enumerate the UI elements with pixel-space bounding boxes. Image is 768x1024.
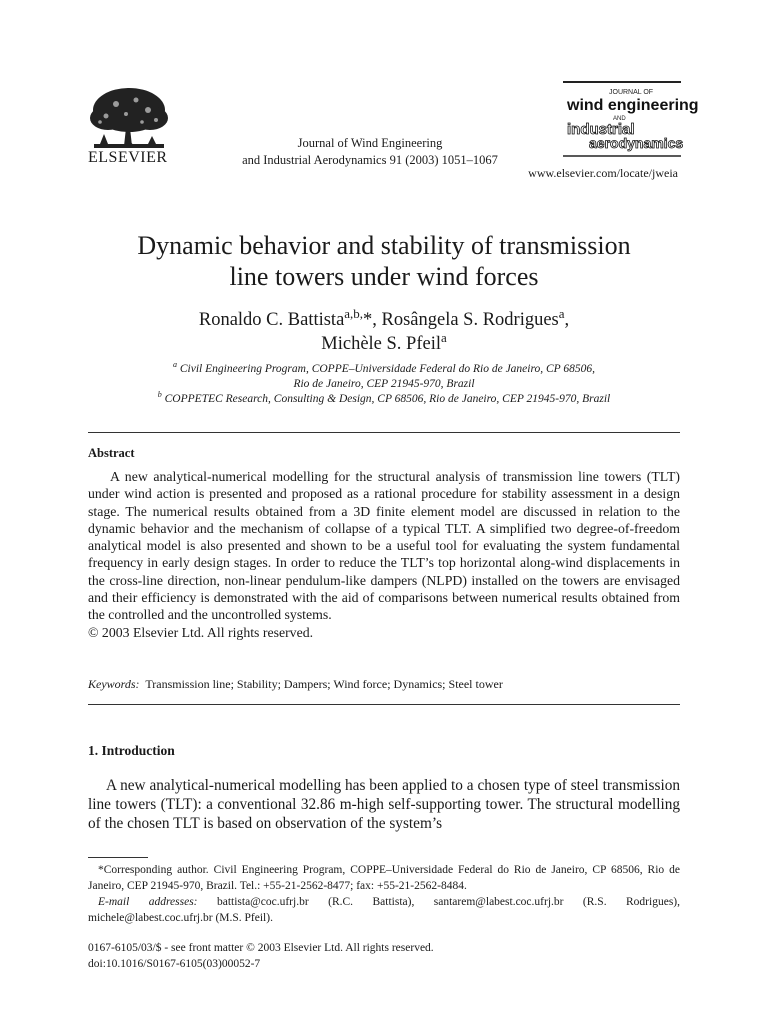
abstract-heading: Abstract [88,446,135,460]
author-line-1 [60,305,708,332]
doi-line[interactable]: doi:10.1016/S0167-6105(03)00052-7 [88,958,261,970]
affiliation-b-line1: COPPETEC Research, Consulting & Design, CP 68506, Rio de Janeiro, CEP 21945-970, Brazil [164,393,611,405]
corresponding-author-note: *Corresponding author. Civil Engineering Program, COPPE–Universidade Federal do Rio de Janeiro, CP 68506, Rio de Janeiro, CEP 21945-970, Brazil. Tel.: +55-21-2562-8477; fax: +55-21-2562-8484. [88,864,680,892]
keywords-text: Transmission line; Stability; Dampers; Wind force; Dynamics; Steel tower [145,677,503,691]
divider-bottom [88,704,680,705]
author-separator: , [372,310,382,330]
author-affil-mark: a,b, [344,305,363,321]
author-line-2 [60,329,708,356]
journal-volume-line: and Industrial Aerodynamics 91 (2003) 1051–1067 [242,153,498,167]
affil-mark-a: a [172,360,178,370]
journal-logo-line4: industrial [567,121,635,138]
keywords-label: Keywords: [88,677,140,691]
author-affil-mark: a [440,329,447,345]
email-label: E-mail addresses: [98,896,198,908]
abstract-copyright: © 2003 Elsevier Ltd. All rights reserved. [88,624,314,640]
author-name: Michèle S. Pfeil [321,334,441,354]
title-line-1: Dynamic behavior and stability of transmission [137,231,631,260]
author-list [60,305,708,356]
introduction-body [88,776,680,833]
title-line-2: line towers under wind forces [229,262,539,291]
affiliation-a-line2: Rio de Janeiro, CEP 21945-970, Brazil [293,378,475,390]
affiliation-b [60,392,708,407]
journal-name-line: Journal of Wind Engineering [297,136,443,150]
abstract [88,468,680,641]
footnote-divider [88,857,148,858]
section-heading-introduction: 1. Introduction [88,743,175,758]
abstract-text: A new analytical-numerical modelling for the structural analysis of transmission line towers (TLT) under wind action is presented and proposed as a rational procedure for stability assessment in a design stage. The numerical results obtained from a 3D finite element model are discussed in relation to the dynamic behavior and the mechanism of collapse of a typical TLT. A simplified two degree-of-freedom analytical model is also presented and shown to be a useful tool for evaluating the system fundamental frequency in early design stages. In order to reduce the TLT’s top horizontal along-wind displacements in the cross-line direction, non-linear pendulum-like dampers (NLPD) installed on the towers are envisaged and their efficiency is demonstrated with the aid of comparisons between numerical results obtained from the controlled and the uncontrolled systems. [88,469,680,623]
divider-top [88,432,680,433]
keywords [88,677,680,692]
author-name: Ronaldo C. Battista [198,310,345,330]
affiliation-a-line1: Civil Engineering Program, COPPE–Universidade Federal do Rio de Janeiro, CP 68506, [179,363,596,375]
article-title [60,230,708,292]
affil-mark-b: b [157,390,162,400]
front-matter [88,940,434,972]
journal-url[interactable]: www.elsevier.com/locate/jweia [528,166,678,180]
author-affil-mark: a [558,305,565,321]
journal-logo-line5: aerodynamics [589,135,684,151]
email-note [88,894,680,926]
journal-logo-line3: AND [613,116,626,122]
author-separator: , [564,310,570,330]
journal-logo [563,80,699,160]
footnotes [88,862,680,926]
journal-logo-line2: wind engineering [567,97,699,114]
publisher-name: ELSEVIER [88,149,168,166]
journal-logo-line1: JOURNAL OF [609,89,654,96]
introduction-text: A new analytical-numerical modelling has been applied to a chosen type of steel transmission line towers (TLT): a conventional 32.86 m-high self-supporting tower. The structural modelling of the chosen TLT is based on observation of the system’s [88,777,680,832]
issn-line: 0167-6105/03/$ - see front matter © 2003 Elsevier Ltd. All rights reserved. [88,942,434,954]
email-addresses[interactable]: battista@coc.ufrj.br (R.C. Battista), santarem@labest.coc.ufrj.br (R.S. Rodrigues), michele@labest.coc.ufrj.br (M.S. Pfeil). [88,896,680,924]
corresponding-mark: * [362,310,373,330]
affiliation-a [60,362,708,392]
journal-reference [200,135,540,169]
author-name: Rosângela S. Rodrigues [381,310,559,330]
